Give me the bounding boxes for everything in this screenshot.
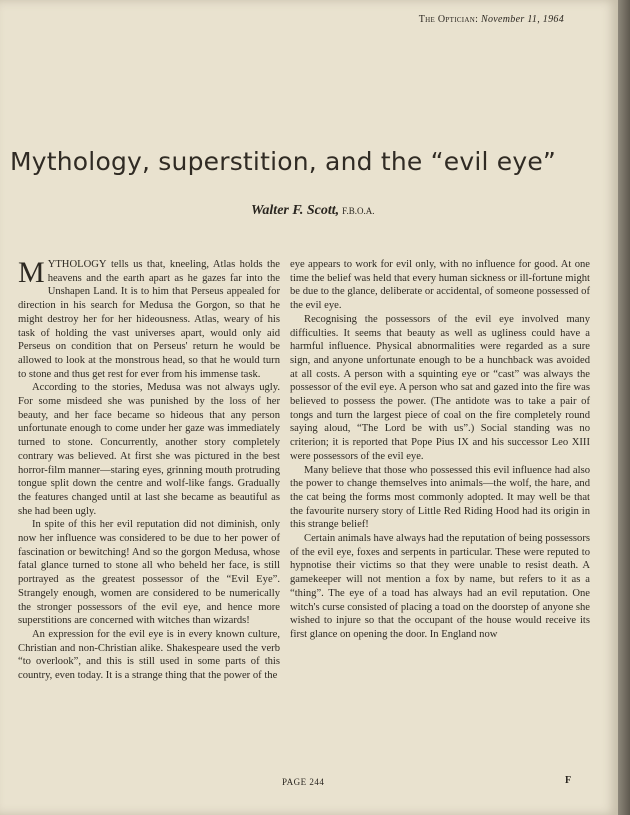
- paragraph-text: tells us that, kneeling, Atlas holds the heavens and the earth apart as he gazes far into the Unshapen Land. It is to him that Perseus appealed for direction in his search for Medusa the Gorgon, so that he might destroy her for her hideousness. Atlas, weary of his task of holding the vast universes apart, would only aid Perseus on condition that on Perseus' return he would be allowed to look at the monstrous head, so that he would turn to stone and thus get rest for ever from his immense task.: [18, 259, 280, 380]
- paragraph: According to the stories, Medusa was not always ugly. For some misdeed she was punished by the loss of her beauty, and her face became so hideous that any person unfortunate enough to come under her gaze was immediately turned to stone. Concurrently, another story completely contrary was believed. At first she was pictured in the best horror-film manner—staring eyes, grinning mouth protruding tongue split down the centre and wolf-like fangs. Gradually the features changed until at last she became as beautiful as she had been ugly.: [18, 382, 280, 517]
- book-edge: [618, 0, 630, 815]
- paragraph: Recognising the possessors of the evil eye involved many difficulties. It seems that beauty as well as ugliness could have a harmful influence. Physical abnormalities were regarded as a sure sign, and anyone unfortunate enough to be a hunchback was avoided at all costs. A person with a squinting eye or “cast” was always the possessor of the evil eye. A person who sat and gazed into the fire was believed to possess the power. (The antidote was to take a pair of tongs and turn the largest piece of coal on the fire completely round saying aloud, “The Lord be with us”.) Social standing was no criterion; it is reported that Pope Pius IX and his successor Leo XIII were possessors of the evil eye.: [290, 313, 590, 462]
- continued-mark: F: [565, 775, 572, 786]
- author-credentials: F.B.O.A.: [342, 206, 375, 216]
- paragraph: Certain animals have always had the reputation of being possessors of the evil eye, foxes and serpents in particular. These were reputed to hypnotise their victims so that they were unable to resist death. A gamekeeper will not mention a fox by name, but refers to it as a “thing”. The eye of a toad has always had an evil reputation. One witch's curse consisted of placing a toad on the doorstep of anyone she wished to injure so that the occupant of the house would receive its first glance on opening the door. In England now: [290, 533, 590, 640]
- paragraph: In spite of this her evil reputation did not diminish, only now her influence was considered to be due to her power of fascination or bewitching! And so the gorgon Medusa, whose fatal glance turned to stone all who beheld her face, is still portrayed as the greatest possessor of the “Evil Eye”. Strangely enough, women are considered to be numerically the stronger possessors of the evil eye, and hence more superstitions are concerned with witches than wizards!: [18, 519, 280, 627]
- page-number: PAGE 244: [282, 777, 325, 787]
- paragraph: [18, 258, 280, 381]
- byline: [251, 203, 374, 219]
- article-title: Mythology, superstition, and the “evil eye”: [10, 147, 557, 176]
- drop-cap: M: [18, 256, 45, 289]
- paragraph: Many believe that those who possessed this evil influence had also the power to change themselves into animals—the wolf, the hare, and the cat being the forms most commonly adopted. It may well be that the favourite nursery story of Little Red Riding Hood had its origin in this strange belief!: [290, 464, 590, 531]
- author-name: Walter F. Scott,: [251, 203, 340, 218]
- paragraph: eye appears to work for evil only, with no influence for good. At one time the belief was held that every human sickness or ill-fortune might be due to the glance, deliberate or accidental, of someone possessed of the evil eye.: [290, 259, 590, 312]
- running-head: [419, 14, 564, 25]
- right-column: [290, 258, 590, 642]
- left-column: [18, 258, 280, 683]
- lead-word: YTHOLOGY: [47, 259, 107, 270]
- publication-name: The Optician:: [418, 14, 479, 25]
- issue-date: November 11, 1964: [481, 14, 564, 25]
- paragraph: An expression for the evil eye is in every known culture, Christian and non-Christian alike. Shakespeare used the verb “to overlook”, and this is still used in some parts of this country, even today. It is a strange thing that the power of the: [18, 628, 280, 682]
